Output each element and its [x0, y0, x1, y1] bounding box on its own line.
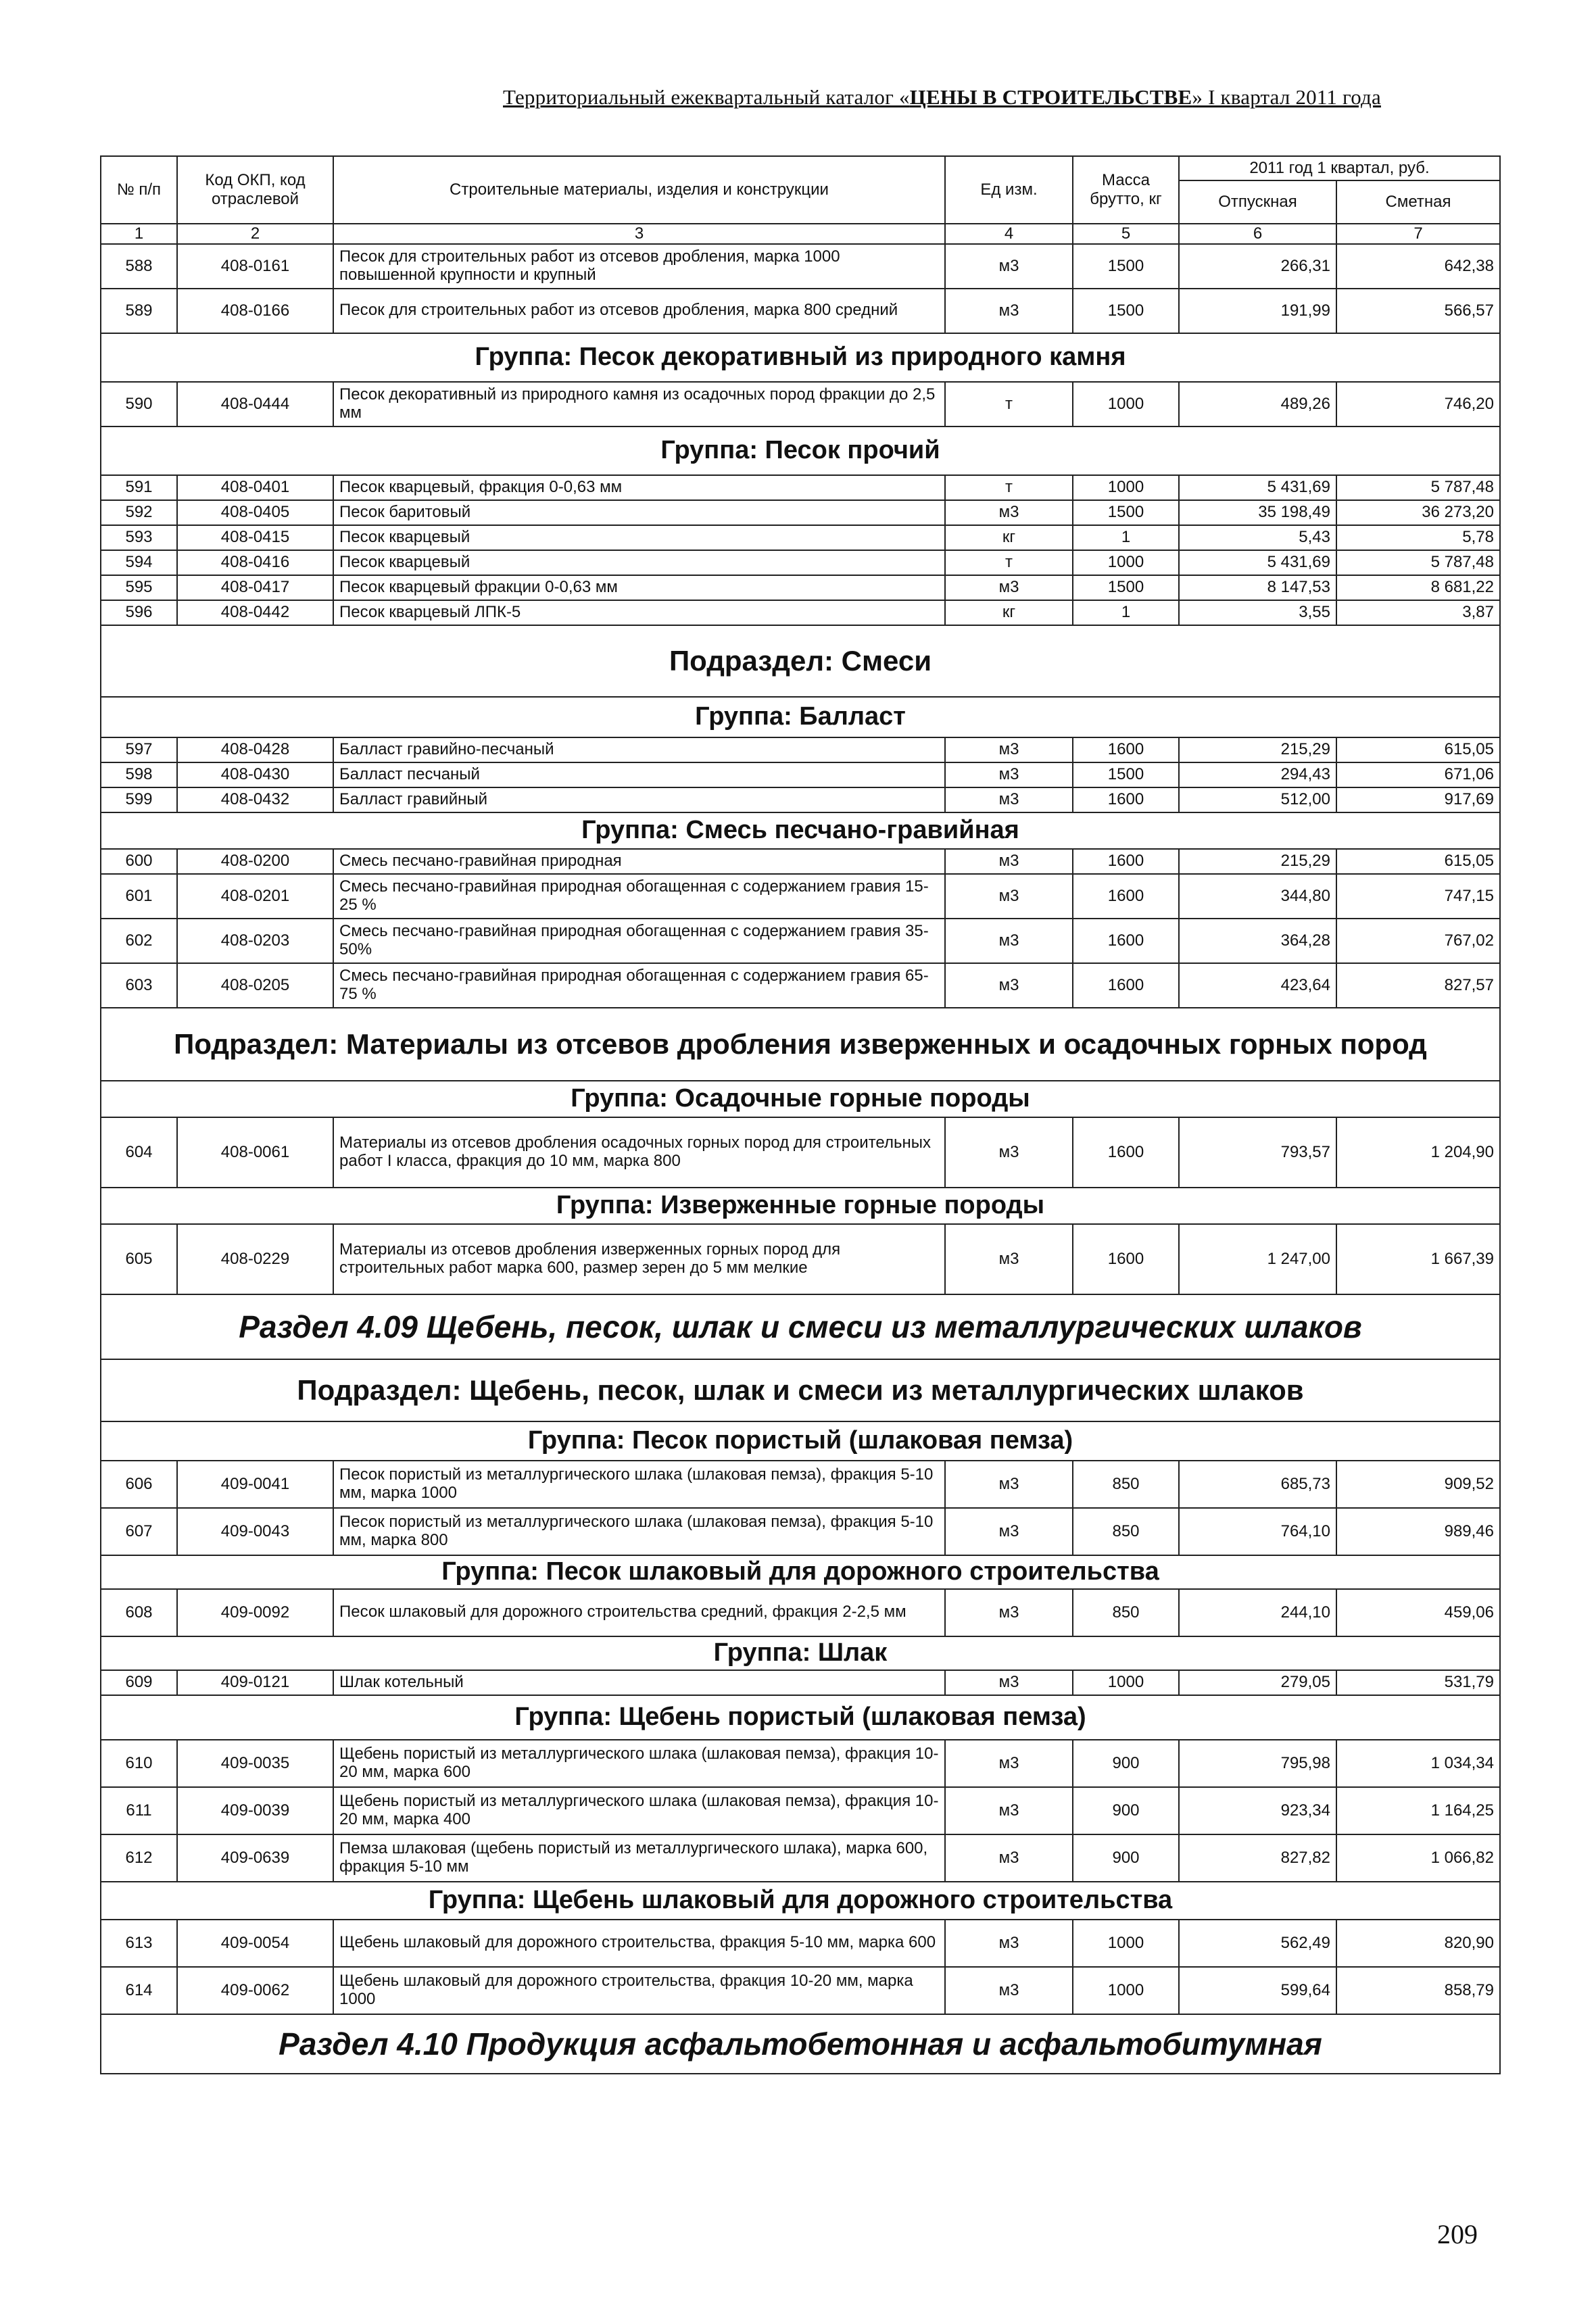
row-unit: м3	[945, 1461, 1073, 1508]
table-row	[101, 289, 1500, 333]
row-code: 408-0166	[177, 289, 333, 333]
row-name: Песок пористый из металлургического шлака (шлаковая пемза), фракция 5-10 мм, марка 800	[333, 1508, 945, 1555]
row-name: Щебень пористый из металлургического шлака (шлаковая пемза), фракция 10-20 мм, марка 400	[333, 1787, 945, 1834]
group-row	[101, 812, 1500, 849]
row-release-price: 599,64	[1179, 1967, 1336, 2014]
row-release-price: 279,05	[1179, 1670, 1336, 1695]
row-mass: 900	[1073, 1787, 1179, 1834]
row-estimate-price: 909,52	[1336, 1461, 1500, 1508]
row-mass: 1600	[1073, 737, 1179, 762]
table-row	[101, 1740, 1500, 1787]
row-estimate-price: 5 787,48	[1336, 475, 1500, 500]
row-code: 409-0639	[177, 1834, 333, 1882]
row-number: 612	[101, 1834, 177, 1882]
group-title: Группа: Щебень пористый (шлаковая пемза)	[101, 1695, 1500, 1740]
header-suffix: » I квартал 2011 года	[1192, 85, 1381, 109]
col-header-name: Строительные материалы, изделия и конструкции	[333, 156, 945, 224]
row-code: 408-0200	[177, 849, 333, 874]
col-number: 1	[101, 224, 177, 244]
table-row	[101, 1508, 1500, 1555]
row-estimate-price: 746,20	[1336, 382, 1500, 427]
subsection-title: Подраздел: Материалы из отсевов дробления изверженных и осадочных горных пород	[101, 1008, 1500, 1081]
row-release-price: 793,57	[1179, 1117, 1336, 1188]
row-number: 591	[101, 475, 177, 500]
row-release-price: 5 431,69	[1179, 550, 1336, 575]
row-release-price: 5,43	[1179, 525, 1336, 550]
table-row	[101, 500, 1500, 525]
group-title: Группа: Песок декоративный из природного камня	[101, 333, 1500, 382]
row-name: Песок шлаковый для дорожного строительства средний, фракция 2-2,5 мм	[333, 1589, 945, 1636]
row-number: 606	[101, 1461, 177, 1508]
header-brand: ЦЕНЫ В СТРОИТЕЛЬСТВЕ	[909, 85, 1192, 109]
row-release-price: 827,82	[1179, 1834, 1336, 1882]
table-row	[101, 1461, 1500, 1508]
col-header-price-period: 2011 год 1 квартал, руб.	[1179, 156, 1500, 180]
row-number: 610	[101, 1740, 177, 1787]
row-unit: м3	[945, 762, 1073, 787]
col-header-number: № п/п	[101, 156, 177, 224]
row-code: 408-0061	[177, 1117, 333, 1188]
row-number: 597	[101, 737, 177, 762]
row-release-price: 1 247,00	[1179, 1224, 1336, 1294]
group-row	[101, 427, 1500, 475]
row-release-price: 8 147,53	[1179, 575, 1336, 600]
row-mass: 900	[1073, 1834, 1179, 1882]
row-unit: м3	[945, 787, 1073, 812]
row-code: 409-0062	[177, 1967, 333, 2014]
group-row	[101, 1421, 1500, 1461]
row-unit: м3	[945, 1967, 1073, 2014]
row-mass: 1600	[1073, 919, 1179, 963]
row-code: 408-0416	[177, 550, 333, 575]
row-mass: 1000	[1073, 1920, 1179, 1967]
row-mass: 1	[1073, 600, 1179, 625]
row-unit: м3	[945, 1224, 1073, 1294]
row-name: Песок для строительных работ из отсевов дробления, марка 1000 повышенной крупности и крупный	[333, 244, 945, 289]
row-release-price: 294,43	[1179, 762, 1336, 787]
table-row	[101, 1224, 1500, 1294]
catalog-header	[503, 85, 1490, 109]
row-release-price: 923,34	[1179, 1787, 1336, 1834]
row-unit: м3	[945, 849, 1073, 874]
row-estimate-price: 827,57	[1336, 963, 1500, 1008]
row-number: 598	[101, 762, 177, 787]
row-mass: 1000	[1073, 382, 1179, 427]
row-number: 614	[101, 1967, 177, 2014]
row-number: 596	[101, 600, 177, 625]
row-number: 590	[101, 382, 177, 427]
price-table	[100, 155, 1501, 2074]
header-prefix: Территориальный ежеквартальный каталог «	[503, 85, 910, 109]
group-row	[101, 1081, 1500, 1117]
row-mass: 1600	[1073, 787, 1179, 812]
row-release-price: 562,49	[1179, 1920, 1336, 1967]
row-code: 408-0401	[177, 475, 333, 500]
row-number: 613	[101, 1920, 177, 1967]
row-name: Материалы из отсевов дробления изверженных горных пород для строительных работ марка 600, размер зерен до 5 мм мелкие	[333, 1224, 945, 1294]
row-unit: м3	[945, 963, 1073, 1008]
row-release-price: 266,31	[1179, 244, 1336, 289]
row-estimate-price: 671,06	[1336, 762, 1500, 787]
table-row	[101, 919, 1500, 963]
group-row	[101, 697, 1500, 737]
table-row	[101, 737, 1500, 762]
row-unit: т	[945, 475, 1073, 500]
row-code: 408-0430	[177, 762, 333, 787]
row-estimate-price: 1 164,25	[1336, 1787, 1500, 1834]
row-estimate-price: 820,90	[1336, 1920, 1500, 1967]
table-body	[101, 244, 1500, 2074]
row-unit: м3	[945, 1740, 1073, 1787]
group-row	[101, 1695, 1500, 1740]
row-mass: 1600	[1073, 963, 1179, 1008]
row-mass: 1500	[1073, 500, 1179, 525]
row-release-price: 244,10	[1179, 1589, 1336, 1636]
col-header-unit: Ед изм.	[945, 156, 1073, 224]
row-unit: м3	[945, 874, 1073, 919]
row-mass: 1000	[1073, 1670, 1179, 1695]
row-code: 408-0444	[177, 382, 333, 427]
table-row	[101, 244, 1500, 289]
row-unit: м3	[945, 1117, 1073, 1188]
row-release-price: 364,28	[1179, 919, 1336, 963]
row-name: Балласт песчаный	[333, 762, 945, 787]
row-number: 588	[101, 244, 177, 289]
subsection-title: Подраздел: Смеси	[101, 625, 1500, 697]
section-row	[101, 2014, 1500, 2074]
table-row	[101, 787, 1500, 812]
row-name: Шлак котельный	[333, 1670, 945, 1695]
row-number: 601	[101, 874, 177, 919]
row-number: 608	[101, 1589, 177, 1636]
group-title: Группа: Балласт	[101, 697, 1500, 737]
row-unit: кг	[945, 600, 1073, 625]
row-mass: 1	[1073, 525, 1179, 550]
row-code: 408-0201	[177, 874, 333, 919]
row-unit: м3	[945, 500, 1073, 525]
row-release-price: 685,73	[1179, 1461, 1336, 1508]
group-title: Группа: Песок пористый (шлаковая пемза)	[101, 1421, 1500, 1461]
row-estimate-price: 1 667,39	[1336, 1224, 1500, 1294]
table-row	[101, 575, 1500, 600]
row-code: 409-0041	[177, 1461, 333, 1508]
table-row	[101, 550, 1500, 575]
group-title: Группа: Изверженные горные породы	[101, 1188, 1500, 1224]
table-row	[101, 849, 1500, 874]
row-name: Пемза шлаковая (щебень пористый из металлургического шлака), марка 600, фракция 5-10 мм	[333, 1834, 945, 1882]
section-row	[101, 1294, 1500, 1359]
table-row	[101, 1670, 1500, 1695]
row-estimate-price: 5 787,48	[1336, 550, 1500, 575]
row-unit: м3	[945, 1920, 1073, 1967]
row-release-price: 423,64	[1179, 963, 1336, 1008]
row-code: 408-0417	[177, 575, 333, 600]
subsection-row	[101, 1359, 1500, 1421]
row-name: Песок кварцевый, фракция 0-0,63 мм	[333, 475, 945, 500]
row-mass: 1000	[1073, 475, 1179, 500]
row-release-price: 512,00	[1179, 787, 1336, 812]
row-number: 611	[101, 1787, 177, 1834]
col-header-code: Код ОКП, код отраслевой	[177, 156, 333, 224]
row-estimate-price: 989,46	[1336, 1508, 1500, 1555]
row-code: 408-0203	[177, 919, 333, 963]
row-mass: 1500	[1073, 762, 1179, 787]
subsection-title: Подраздел: Щебень, песок, шлак и смеси из металлургических шлаков	[101, 1359, 1500, 1421]
row-code: 409-0035	[177, 1740, 333, 1787]
table-row	[101, 525, 1500, 550]
table-row	[101, 1117, 1500, 1188]
group-title: Группа: Шлак	[101, 1636, 1500, 1670]
row-mass: 1600	[1073, 874, 1179, 919]
row-code: 408-0432	[177, 787, 333, 812]
row-name: Смесь песчано-гравийная природная обогащенная с содержанием гравия 35-50%	[333, 919, 945, 963]
row-number: 602	[101, 919, 177, 963]
row-code: 408-0161	[177, 244, 333, 289]
row-mass: 1500	[1073, 244, 1179, 289]
row-release-price: 191,99	[1179, 289, 1336, 333]
row-release-price: 5 431,69	[1179, 475, 1336, 500]
col-number: 5	[1073, 224, 1179, 244]
row-code: 408-0229	[177, 1224, 333, 1294]
group-title: Группа: Смесь песчано-гравийная	[101, 812, 1500, 849]
row-name: Песок пористый из металлургического шлака (шлаковая пемза), фракция 5-10 мм, марка 1000	[333, 1461, 945, 1508]
row-code: 409-0039	[177, 1787, 333, 1834]
col-header-mass: Масса брутто, кг	[1073, 156, 1179, 224]
row-estimate-price: 5,78	[1336, 525, 1500, 550]
row-release-price: 215,29	[1179, 849, 1336, 874]
row-name: Балласт гравийно-песчаный	[333, 737, 945, 762]
row-release-price: 215,29	[1179, 737, 1336, 762]
row-number: 604	[101, 1117, 177, 1188]
col-number: 2	[177, 224, 333, 244]
row-number: 603	[101, 963, 177, 1008]
table-row	[101, 1589, 1500, 1636]
row-unit: т	[945, 550, 1073, 575]
row-mass: 1500	[1073, 289, 1179, 333]
row-name: Песок кварцевый	[333, 550, 945, 575]
row-number: 605	[101, 1224, 177, 1294]
row-code: 408-0442	[177, 600, 333, 625]
row-estimate-price: 1 034,34	[1336, 1740, 1500, 1787]
row-unit: м3	[945, 1670, 1073, 1695]
col-number: 7	[1336, 224, 1500, 244]
row-code: 408-0405	[177, 500, 333, 525]
group-row	[101, 1188, 1500, 1224]
row-name: Песок кварцевый фракции 0-0,63 мм	[333, 575, 945, 600]
section-title: Раздел 4.09 Щебень, песок, шлак и смеси из металлургических шлаков	[101, 1294, 1500, 1359]
row-unit: м3	[945, 289, 1073, 333]
row-number: 594	[101, 550, 177, 575]
row-number: 609	[101, 1670, 177, 1695]
table-row	[101, 1787, 1500, 1834]
row-name: Балласт гравийный	[333, 787, 945, 812]
row-name: Щебень пористый из металлургического шлака (шлаковая пемза), фракция 10-20 мм, марка 600	[333, 1740, 945, 1787]
group-row	[101, 1555, 1500, 1589]
row-number: 607	[101, 1508, 177, 1555]
row-release-price: 764,10	[1179, 1508, 1336, 1555]
table-row	[101, 1967, 1500, 2014]
row-estimate-price: 615,05	[1336, 849, 1500, 874]
row-mass: 900	[1073, 1740, 1179, 1787]
col-header-release-price: Отпускная	[1179, 180, 1336, 224]
row-estimate-price: 858,79	[1336, 1967, 1500, 2014]
table-row	[101, 475, 1500, 500]
row-name: Смесь песчано-гравийная природная обогащенная с содержанием гравия 65-75 %	[333, 963, 945, 1008]
table-row	[101, 762, 1500, 787]
row-mass: 850	[1073, 1508, 1179, 1555]
row-estimate-price: 767,02	[1336, 919, 1500, 963]
row-number: 592	[101, 500, 177, 525]
row-estimate-price: 642,38	[1336, 244, 1500, 289]
row-code: 408-0205	[177, 963, 333, 1008]
row-release-price: 35 198,49	[1179, 500, 1336, 525]
row-mass: 850	[1073, 1461, 1179, 1508]
subsection-row	[101, 1008, 1500, 1081]
row-name: Материалы из отсевов дробления осадочных горных пород для строительных работ I класса, фракция до 10 мм, марка 800	[333, 1117, 945, 1188]
table-row	[101, 600, 1500, 625]
col-number: 3	[333, 224, 945, 244]
row-unit: кг	[945, 525, 1073, 550]
row-number: 589	[101, 289, 177, 333]
row-mass: 850	[1073, 1589, 1179, 1636]
col-number: 6	[1179, 224, 1336, 244]
row-mass: 1000	[1073, 550, 1179, 575]
row-estimate-price: 8 681,22	[1336, 575, 1500, 600]
group-title: Группа: Песок шлаковый для дорожного строительства	[101, 1555, 1500, 1589]
table-row	[101, 963, 1500, 1008]
row-release-price: 3,55	[1179, 600, 1336, 625]
row-release-price: 489,26	[1179, 382, 1336, 427]
row-unit: м3	[945, 575, 1073, 600]
row-release-price: 795,98	[1179, 1740, 1336, 1787]
row-estimate-price: 1 066,82	[1336, 1834, 1500, 1882]
subsection-row	[101, 625, 1500, 697]
section-title: Раздел 4.10 Продукция асфальтобетонная и асфальтобитумная	[101, 2014, 1500, 2074]
row-name: Щебень шлаковый для дорожного строительства, фракция 5-10 мм, марка 600	[333, 1920, 945, 1967]
row-code: 408-0415	[177, 525, 333, 550]
row-name: Песок для строительных работ из отсевов дробления, марка 800 средний	[333, 289, 945, 333]
row-code: 408-0428	[177, 737, 333, 762]
row-estimate-price: 1 204,90	[1336, 1117, 1500, 1188]
group-title: Группа: Песок прочий	[101, 427, 1500, 475]
row-estimate-price: 459,06	[1336, 1589, 1500, 1636]
group-row	[101, 1636, 1500, 1670]
row-name: Смесь песчано-гравийная природная обогащенная с содержанием гравия 15-25 %	[333, 874, 945, 919]
row-estimate-price: 917,69	[1336, 787, 1500, 812]
row-code: 409-0092	[177, 1589, 333, 1636]
row-unit: м3	[945, 1787, 1073, 1834]
table-row	[101, 382, 1500, 427]
row-number: 600	[101, 849, 177, 874]
row-mass: 1000	[1073, 1967, 1179, 2014]
row-name: Песок кварцевый ЛПК-5	[333, 600, 945, 625]
row-unit: м3	[945, 919, 1073, 963]
row-estimate-price: 566,57	[1336, 289, 1500, 333]
row-name: Смесь песчано-гравийная природная	[333, 849, 945, 874]
row-number: 593	[101, 525, 177, 550]
row-estimate-price: 615,05	[1336, 737, 1500, 762]
row-name: Щебень шлаковый для дорожного строительства, фракция 10-20 мм, марка 1000	[333, 1967, 945, 2014]
row-name: Песок декоративный из природного камня из осадочных пород фракции до 2,5 мм	[333, 382, 945, 427]
row-estimate-price: 3,87	[1336, 600, 1500, 625]
group-row	[101, 333, 1500, 382]
group-row	[101, 1882, 1500, 1920]
row-code: 409-0121	[177, 1670, 333, 1695]
table-row	[101, 1920, 1500, 1967]
group-title: Группа: Осадочные горные породы	[101, 1081, 1500, 1117]
row-unit: м3	[945, 244, 1073, 289]
group-title: Группа: Щебень шлаковый для дорожного строительства	[101, 1882, 1500, 1920]
row-name: Песок кварцевый	[333, 525, 945, 550]
row-estimate-price: 747,15	[1336, 874, 1500, 919]
row-unit: м3	[945, 1589, 1073, 1636]
row-estimate-price: 531,79	[1336, 1670, 1500, 1695]
row-mass: 1500	[1073, 575, 1179, 600]
row-number: 595	[101, 575, 177, 600]
table-row	[101, 874, 1500, 919]
row-unit: м3	[945, 1508, 1073, 1555]
row-code: 409-0054	[177, 1920, 333, 1967]
row-mass: 1600	[1073, 1117, 1179, 1188]
row-mass: 1600	[1073, 849, 1179, 874]
row-release-price: 344,80	[1179, 874, 1336, 919]
row-estimate-price: 36 273,20	[1336, 500, 1500, 525]
table-row	[101, 1834, 1500, 1882]
row-name: Песок баритовый	[333, 500, 945, 525]
col-number: 4	[945, 224, 1073, 244]
row-unit: м3	[945, 1834, 1073, 1882]
col-header-estimate-price: Сметная	[1336, 180, 1500, 224]
row-mass: 1600	[1073, 1224, 1179, 1294]
row-code: 409-0043	[177, 1508, 333, 1555]
page-number: 209	[1437, 2219, 1478, 2249]
row-unit: т	[945, 382, 1073, 427]
row-number: 599	[101, 787, 177, 812]
row-unit: м3	[945, 737, 1073, 762]
